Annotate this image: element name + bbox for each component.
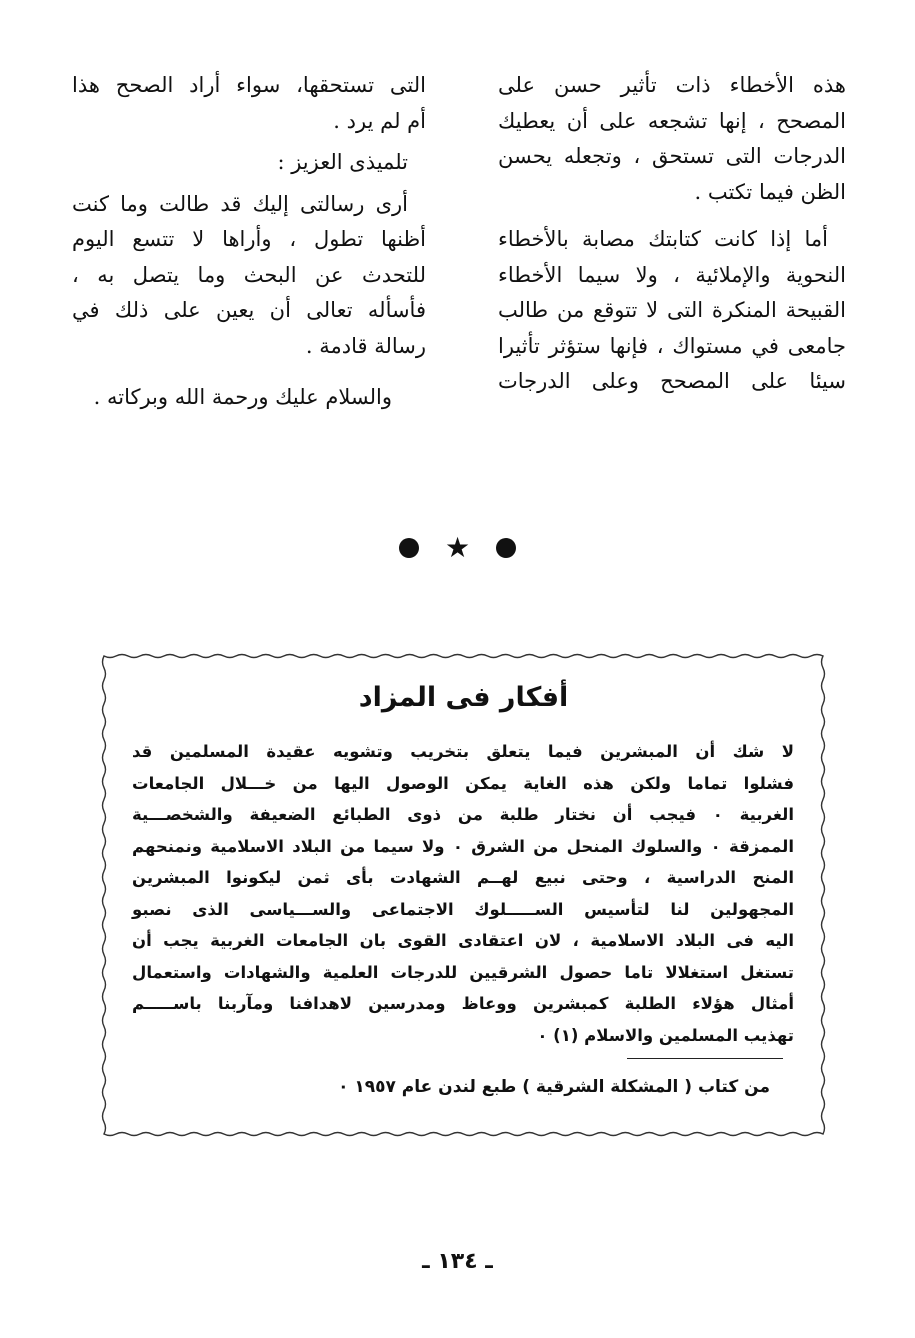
text-line: الغربية ٠ فيجب أن نختار طلبة من ذوى الطبائع الضعيفة والشخصـــية (132, 805, 794, 824)
text-line: القبيحة المنكرة التى لا تتوقع من طالب (498, 298, 846, 322)
paragraph (498, 222, 846, 400)
quote-box (100, 652, 827, 1138)
text-line: الدرجات التى تستحق ، وتجعله يحسن (498, 144, 846, 168)
text-line: المصحح ، إنها تشجعه على أن يعطيك (498, 108, 846, 133)
text-line: أظنها تطول ، وأراها لا تتسع اليوم (72, 227, 426, 251)
text-line: الممزقة ٠ والسلوك المنحل من الشرق ٠ ولا سيما من البلاد الاسلامية ونمنحهم (132, 836, 795, 856)
closing (72, 380, 426, 416)
paragraph (72, 187, 426, 365)
text-line: رسالة قادمة . (305, 333, 426, 358)
text-line: تلميذى العزيز : (277, 150, 408, 174)
text-line: أرى رسالتى إليك قد طالت وما كنت (72, 191, 408, 216)
box-title: أفكار فى المزاد (358, 682, 569, 713)
text-line: لا شك أن المبشرين فيما يتعلق بتخريب وتشويه عقيدة المسلمين قد (132, 742, 794, 761)
text-line: جامعى في مستواك ، فإنها ستؤثر تأثيرا (498, 333, 846, 358)
section-divider (0, 532, 915, 564)
text-line: المنح الدراسية ، وحتى نبيع لهــم الشهادت بأى ثمن ليكونوا المبشرين (132, 868, 794, 887)
dot-icon (399, 538, 419, 558)
text-line: والسلام عليك ورحمة الله وبركاته . (93, 385, 392, 409)
box-body (132, 736, 794, 1051)
text-line: النحوية والإملائية ، ولا سيما الأخطاء (498, 262, 846, 287)
text-line: هذه الأخطاء ذات تأثير حسن على (498, 73, 846, 97)
text-line: أما إذا كانت كتابتك مصابة بالأخطاء (498, 227, 828, 251)
text-line: أم لم يرد . (333, 108, 426, 133)
salutation (72, 145, 426, 181)
text-line: أمثال هؤلاء الطلبة كمبشرين ووعاظ ومدرسين لاهدافنا ومآربنا باســـــم (132, 994, 794, 1013)
star-icon: ★ (444, 531, 471, 564)
text-line: التى تستحقها، سواء أراد الصحح هذا (72, 73, 426, 97)
text-line: فشلوا تماما ولكن هذه الغاية يمكن الوصول اليها من خـــلال الجامعات (132, 773, 794, 793)
text-line: سيئا على المصحح وعلى الدرجات (498, 369, 846, 393)
text-line: الظن فيما تكتب . (694, 179, 846, 204)
text-line: للتحدث عن البحث وما يتصل به ، (72, 262, 426, 287)
text-line: المجهولين لنا لتأسيس الســـــلوك الاجتماعى والســـياسى الذى نصبو (132, 899, 794, 919)
text-line: فأسأله تعالى أن يعين على ذلك في (72, 298, 426, 322)
text-line: اليه فى البلاد الاسلامية ، لان اعتقادى القوى بان الجامعات الغربية يجب أن (132, 931, 794, 950)
source-citation: من كتاب ( المشكلة الشرقية ) طبع لندن عام ١٩٥٧ ٠ (338, 1077, 770, 1097)
text-line: تهذيب المسلمين والاسلام (١) ٠ (537, 1025, 794, 1045)
paragraph (72, 68, 426, 139)
page-number: ـ ١٣٤ ـ (422, 1249, 493, 1274)
footnote-rule (627, 1058, 783, 1059)
right-text-column (498, 68, 846, 400)
text-line: تستغل استغلالا تاما حصول الشرقيين للدرجات العلمية والشهادات واستعمال (132, 962, 794, 982)
left-text-column (72, 68, 426, 416)
paragraph (498, 68, 846, 210)
dot-icon (496, 538, 516, 558)
